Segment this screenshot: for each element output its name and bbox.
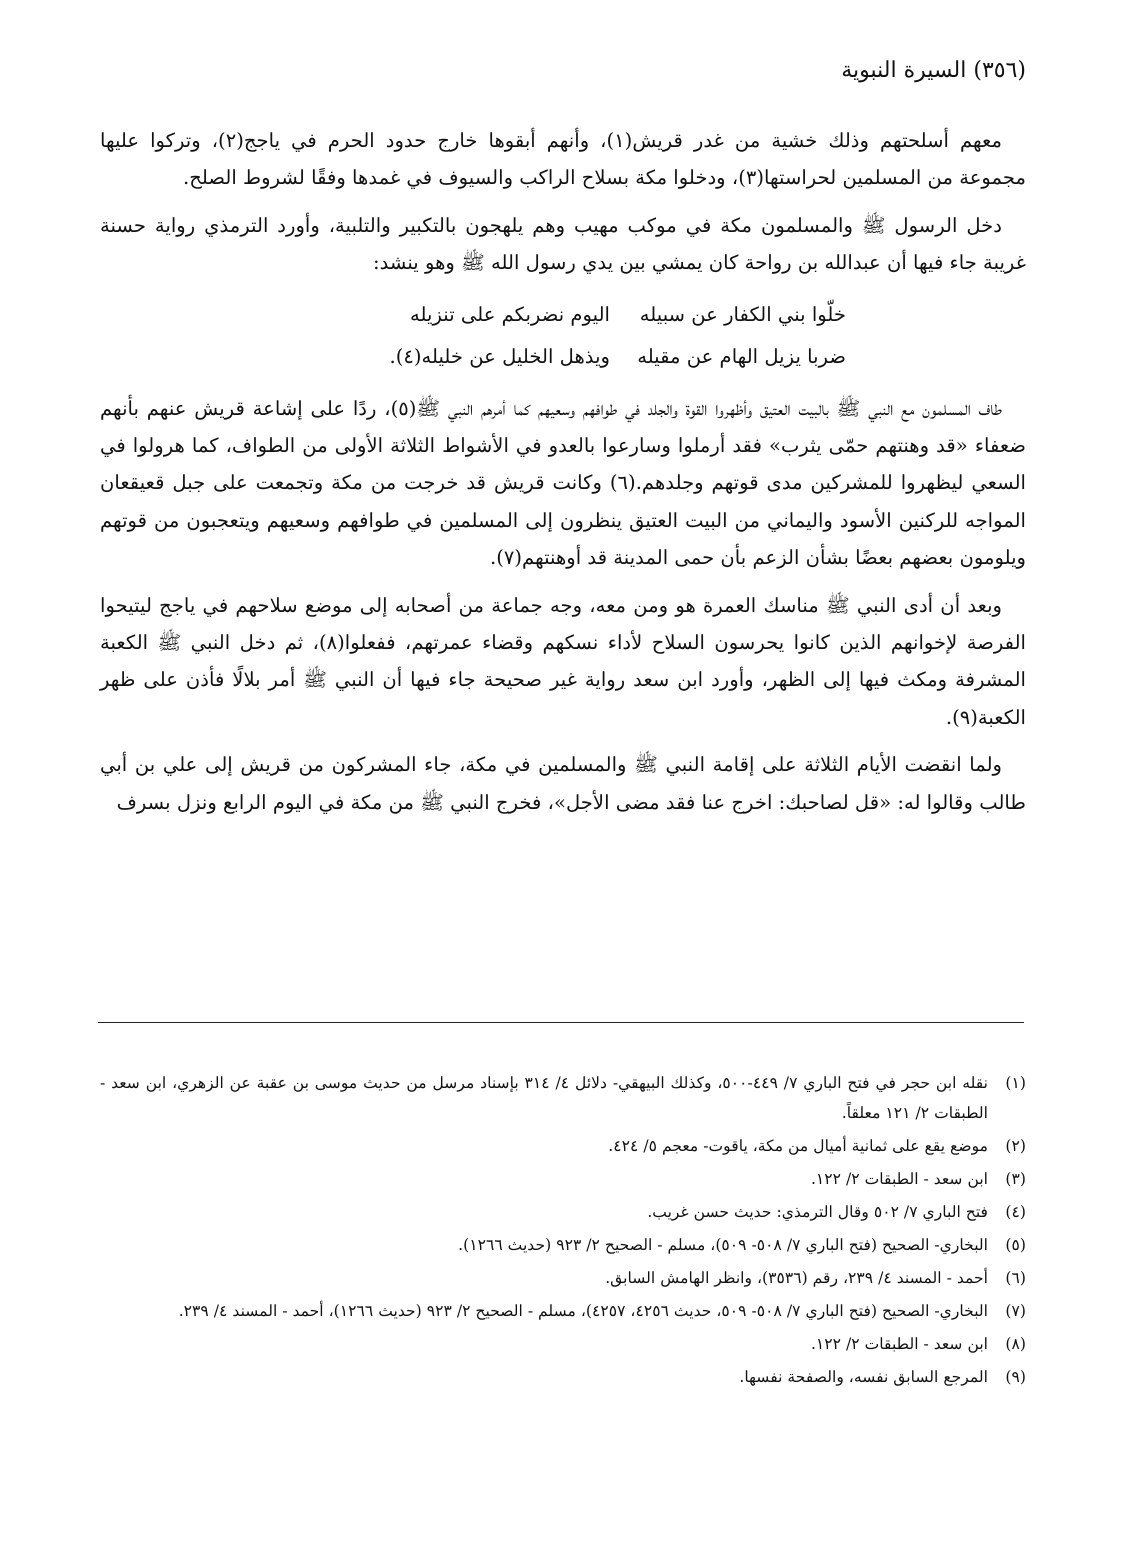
footnote-number: (٦) — [1005, 1269, 1026, 1287]
poem-verse-2 — [100, 336, 1026, 378]
footnotes — [100, 1068, 1026, 1395]
footnote-text: فتح الباري ٧/ ٥٠٢ وقال الترمذي: حديث حسن غريب. — [647, 1203, 988, 1221]
poem — [100, 294, 1026, 378]
footnote — [100, 1263, 1026, 1293]
footnote-number: (٢) — [1005, 1137, 1026, 1155]
footnote-number: (٤) — [1005, 1203, 1026, 1221]
footnote-number: (٩) — [1005, 1368, 1026, 1386]
footnote — [100, 1362, 1026, 1392]
footnote — [100, 1131, 1026, 1161]
footnote-text: المرجع السابق نفسه، والصفحة نفسها. — [739, 1368, 988, 1386]
footnote-text: البخاري- الصحيح (فتح الباري ٧/ ٥٠٨- ٥٠٩)، مسلم - الصحيح ٢/ ٩٢٣ (حديث ١٢٦٦). — [458, 1236, 988, 1254]
footnote-divider — [98, 1022, 1024, 1023]
footnote-number: (٨) — [1005, 1335, 1026, 1353]
footnote-text: البخاري- الصحيح (فتح الباري ٧/ ٥٠٨- ٥٠٩، حديث ٤٢٥٦، ٤٢٥٧)، مسلم - الصحيح ٢/ ٩٢٣ (حديث ١٢٦٦)، أحمد - المسند ٤/ ٢٣٩. — [178, 1302, 988, 1320]
footnote-text: أحمد - المسند ٤/ ٢٣٩، رقم (٣٥٣٦)، وانظر الهامش السابق. — [605, 1269, 988, 1287]
main-text — [100, 122, 1026, 821]
poem-hemistich: ويذهل الخليل عن خليله(٤). — [389, 344, 610, 368]
running-header: (٣٥٦) السيرة النبوية — [841, 58, 1026, 83]
footnote-text: ابن سعد - الطبقات ٢/ ١٢٢. — [810, 1335, 988, 1353]
paragraph-5: ولما انقضت الأيام الثلاثة على إقامة النبي ﷺ والمسلمين في مكة، جاء المشركون من قريش إلى علي بن أبي طالب وقالوا له: «قل لصاحبك: اخرج عنا فقد مضى الأجل»، فخرج النبي ﷺ من مكة في اليوم الرابع ونزل بسرف — [100, 753, 1026, 814]
footnote — [100, 1230, 1026, 1260]
footnote-text: نقله ابن حجر في فتح الباري ٧/ ٤٤٩-٥٠٠، وكذلك البيهقي- دلائل ٤/ ٣١٤ بإسناد مرسل من حديث موسى بن عقبة عن الزهري، ابن سعد - الطبقات ٢/ ١٢١ معلقاً. — [100, 1074, 989, 1122]
footnote-number: (٧) — [1005, 1302, 1026, 1320]
footnote-number: (٥) — [1005, 1236, 1026, 1254]
footnote — [100, 1296, 1026, 1326]
footnote-text: موضع يقع على ثمانية أميال من مكة، ياقوت- معجم ٥/ ٤٢٤. — [608, 1137, 988, 1155]
poem-hemistich: ضربا يزيل الهام عن مقيله — [637, 344, 846, 368]
paragraph-2: دخل الرسول ﷺ والمسلمون مكة في موكب مهيب وهم يلهجون بالتكبير والتلبية، وأورد الترمذي رواية حسنة غريبة جاء فيها أن عبدالله بن رواحة كان يمشي بين يدي رسول الله ﷺ وهو ينشد: — [100, 213, 1026, 275]
paragraph-4: وبعد أن أدى النبي ﷺ مناسك العمرة هو ومن معه، وجه جماعة من أصحابه إلى موضع سلاحهم في ياجج ليتيحوا الفرصة لإخوانهم الذين كانوا يحرسون السلاح لأداء نسكهم وقضاء عمرتهم، ففعلوا(٨)، ثم دخل النبي ﷺ الكعبة المشرفة ومكث فيها إلى الظهر، وأورد ابن سعد رواية غير صحيحة جاء فيها أن النبي ﷺ أمر بلالًا فأذن على ظهر الكعبة(٩). — [100, 593, 1026, 729]
poem-hemistich: اليوم نضربكم على تنزيله — [410, 302, 610, 326]
footnote-number: (١) — [1005, 1074, 1026, 1092]
footnote — [100, 1164, 1026, 1194]
footnote — [100, 1329, 1026, 1359]
footnote-number: (٣) — [1005, 1170, 1026, 1188]
paragraph-1: معهم أسلحتهم وذلك خشية من غدر قريش(١)، وأنهم أبقوها خارج حدود الحرم في ياجج(٢)، وتركوا عليها مجموعة من المسلمين لحراستها(٣)، ودخلوا مكة بسلاح الراكب والسيوف في غمدها وفقًا لشروط الصلح. — [100, 129, 1026, 190]
poem-hemistich: خلّوا بني الكفار عن سبيله — [639, 302, 846, 326]
footnote — [100, 1197, 1026, 1227]
footnote — [100, 1068, 1026, 1128]
paragraph-3: طاف المسلمون مع النبي ﷺ بالبيت العتيق وأظهروا القوة والجلد في طوافهم وسعيهم كما أمرهم النبي ﷺ(٥)، ردًا على إشاعة قريش عنهم بأنهم ضعفاء «قد وهنتهم حمّى يثرب» فقد أرملوا وسارعوا بالعدو في الأشواط الثلاثة الأولى من الطواف، كما هرولوا في السعي ليظهروا للمشركين مدى قوتهم وجلدهم.(٦) وكانت قريش قد خرجت من مكة وتجمعت على جبل قعيقعان المواجه للركنين الأسود واليماني من البيت العتيق ينظرون إلى المسلمين في طوافهم وسعيهم ويتعجبون من قوتهم ويلومون بعضهم بعضًا بشأن الزعم بأن حمى المدينة قد أوهنتهم(٧). — [100, 396, 1026, 570]
footnote-text: ابن سعد - الطبقات ٢/ ١٢٢. — [810, 1170, 988, 1188]
poem-verse-1 — [100, 294, 1026, 336]
